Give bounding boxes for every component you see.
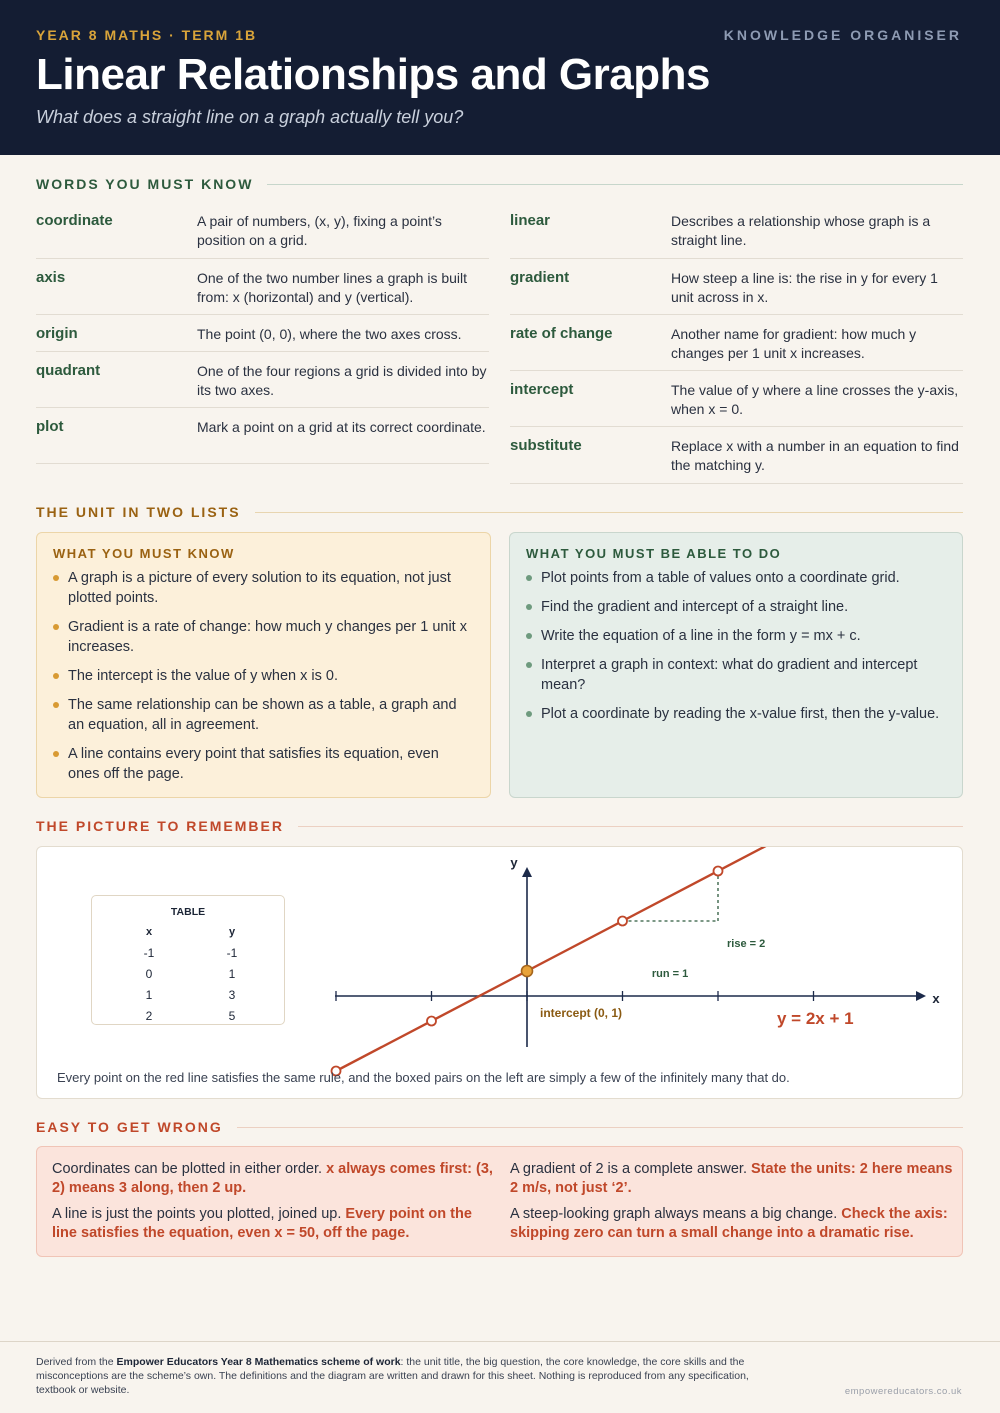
unit-lists-heading-label: THE UNIT IN TWO LISTS — [36, 504, 241, 520]
list-item: Plot points from a table of values onto a coordinate grid. — [526, 568, 946, 588]
glossary-definition: Describes a relationship whose graph is a straight line. — [671, 213, 931, 248]
data-point — [427, 1017, 436, 1026]
misconception-item — [510, 1160, 955, 1198]
divider — [267, 184, 963, 185]
list-item: Interpret a graph in context: what do gradient and intercept mean? — [526, 655, 946, 695]
list-item: The intercept is the value of y when x is 0. — [53, 666, 474, 686]
misconception-text: A line is just the points you plotted, joined up. — [52, 1206, 342, 1222]
glossary-definition: Replace x with a number in an equation to find the matching y. — [671, 438, 959, 473]
glossary-term: linear — [510, 212, 551, 229]
list-item: The same relationship can be shown as a table, a graph and an equation, all in agreement. — [53, 695, 474, 735]
glossary-term: quadrant — [36, 362, 101, 379]
glossary-left-column — [36, 202, 489, 464]
diagram-caption: Every point on the red line satisfies the same rule, and the boxed pairs on the left are simply a few of the infinitely many that do. — [57, 1070, 790, 1085]
list-item: Gradient is a rate of change: how much y changes per 1 unit x increases. — [53, 617, 474, 657]
attribution-body: : the unit title, the big question, the core knowledge, the core skills and the misconceptions are the scheme’s own. The definitions and the diagram are written and drawn for this sheet. Nothing is reproduced from any specification, textbook or website. — [36, 1356, 749, 1396]
table-header-x: x — [145, 926, 153, 938]
glossary-row — [510, 315, 963, 371]
list-item: Find the gradient and intercept of a straight line. — [526, 597, 946, 617]
picture-heading-label: THE PICTURE TO REMEMBER — [36, 818, 284, 834]
divider — [237, 1127, 963, 1128]
divider — [255, 512, 963, 513]
table-cell-x: -1 — [143, 946, 155, 960]
data-point — [618, 917, 627, 926]
must-know-box — [36, 532, 491, 798]
glossary-row — [510, 202, 963, 259]
must-know-title: WHAT YOU MUST KNOW — [53, 546, 235, 561]
misconception-item — [510, 1205, 955, 1243]
big-question: What does a straight line on a graph actually tell you? — [36, 107, 464, 127]
glossary-definition: Mark a point on a grid at its correct coordinate. — [197, 419, 486, 435]
run-label: run = 1 — [651, 968, 689, 980]
must-know-list — [53, 568, 474, 784]
misconceptions-heading — [36, 1117, 963, 1137]
must-do-list — [526, 568, 946, 724]
misconceptions-box — [36, 1146, 963, 1257]
equation-label: y = 2x + 1 — [777, 1009, 854, 1028]
glossary-definition: A pair of numbers, (x, y), fixing a point’s position on a grid. — [197, 213, 442, 248]
glossary-heading-label: WORDS YOU MUST KNOW — [36, 176, 254, 192]
rise-label: rise = 2 — [727, 938, 766, 950]
must-do-title: WHAT YOU MUST BE ABLE TO DO — [526, 546, 782, 561]
glossary-row — [36, 315, 489, 352]
glossary-term: substitute — [510, 437, 582, 454]
glossary-row — [36, 408, 489, 464]
glossary-definition: Another name for gradient: how much y changes per 1 unit x increases. — [671, 326, 917, 361]
glossary-term: origin — [36, 325, 78, 342]
y-axis-label: y — [510, 855, 518, 870]
glossary-definition: How steep a line is: the rise in y for every 1 unit across in x. — [671, 270, 938, 305]
correction-text: x always comes first: (3, 2) means 3 along, then 2 up. — [52, 1161, 493, 1196]
line-graph — [37, 847, 964, 1100]
correction-text: Every point on the line satisfies the equation, even x = 50, off the page. — [52, 1206, 472, 1241]
misconception-text: A gradient of 2 is a complete answer. — [510, 1161, 747, 1177]
glossary-heading — [36, 174, 963, 194]
x-axis-label: x — [932, 991, 940, 1006]
must-do-box — [509, 532, 963, 798]
glossary-row — [36, 259, 489, 315]
misconception-text: A steep-looking graph always means a big change. — [510, 1206, 838, 1222]
divider — [298, 826, 963, 827]
list-item: A line contains every point that satisfies its equation, even ones off the page. — [53, 744, 474, 784]
intercept-point — [522, 966, 533, 977]
series-line — [336, 847, 904, 1071]
glossary-definition: One of the two number lines a graph is built from: x (horizontal) and y (vertical). — [197, 270, 468, 305]
table-cell-x: 1 — [145, 988, 153, 1002]
misconceptions-heading-label: EASY TO GET WRONG — [36, 1119, 223, 1135]
glossary-definition: One of the four regions a grid is divided into by its two axes. — [197, 363, 487, 398]
glossary-right-column — [510, 202, 963, 484]
table-cell-x: 0 — [145, 967, 153, 981]
intercept-label: intercept (0, 1) — [540, 1006, 623, 1020]
table-cell-y: 5 — [228, 1009, 236, 1023]
glossary-row — [36, 352, 489, 408]
attribution-text — [36, 1355, 776, 1397]
glossary-term: coordinate — [36, 212, 113, 229]
list-item: Write the equation of a line in the form y = mx + c. — [526, 626, 946, 646]
glossary-row — [36, 202, 489, 259]
glossary-term: rate of change — [510, 325, 613, 342]
misconception-text: Coordinates can be plotted in either order. — [52, 1161, 323, 1177]
attribution-prefix: Derived from the — [36, 1356, 117, 1368]
correction-text: State the units: 2 here means 2 m/s, not just ‘2’. — [510, 1161, 953, 1196]
glossary-row — [510, 427, 963, 484]
header-banner — [0, 0, 1000, 155]
list-item: A graph is a picture of every solution to its equation, not just plotted points. — [53, 568, 474, 608]
table-title: TABLE — [170, 906, 206, 918]
table-cell-y: 1 — [228, 967, 236, 981]
correction-text: Check the axis: skipping zero can turn a small change into a dramatic rise. — [510, 1206, 948, 1241]
table-header-y: y — [228, 926, 236, 938]
data-point — [714, 867, 723, 876]
picture-heading — [36, 816, 963, 836]
glossary-definition: The value of y where a line crosses the y-axis, when x = 0. — [671, 382, 959, 417]
glossary-term: intercept — [510, 381, 574, 398]
glossary-definition: The point (0, 0), where the two axes cross. — [197, 326, 462, 342]
glossary-term: axis — [36, 269, 66, 286]
table-cell-y: -1 — [226, 946, 238, 960]
glossary-row — [510, 259, 963, 315]
course-kicker: YEAR 8 MATHS · TERM 1B — [36, 27, 258, 43]
website-url[interactable]: empowereducators.co.uk — [844, 1386, 962, 1397]
page-title: Linear Relationships and Graphs — [36, 50, 710, 99]
document-type: KNOWLEDGE ORGANISER — [723, 27, 962, 43]
unit-lists-heading — [36, 502, 963, 522]
footer-divider — [0, 1341, 1000, 1342]
glossary-term: gradient — [510, 269, 570, 286]
glossary-term: plot — [36, 418, 64, 435]
misconception-item — [52, 1205, 497, 1243]
list-item: Plot a coordinate by reading the x-value first, then the y-value. — [526, 704, 946, 724]
glossary-row — [510, 371, 963, 427]
table-cell-y: 3 — [228, 988, 236, 1002]
table-cell-x: 2 — [145, 1009, 153, 1023]
source-name: Empower Educators Year 8 Mathematics scheme of work — [116, 1356, 401, 1368]
picture-panel — [36, 846, 963, 1099]
misconception-item — [52, 1160, 497, 1198]
